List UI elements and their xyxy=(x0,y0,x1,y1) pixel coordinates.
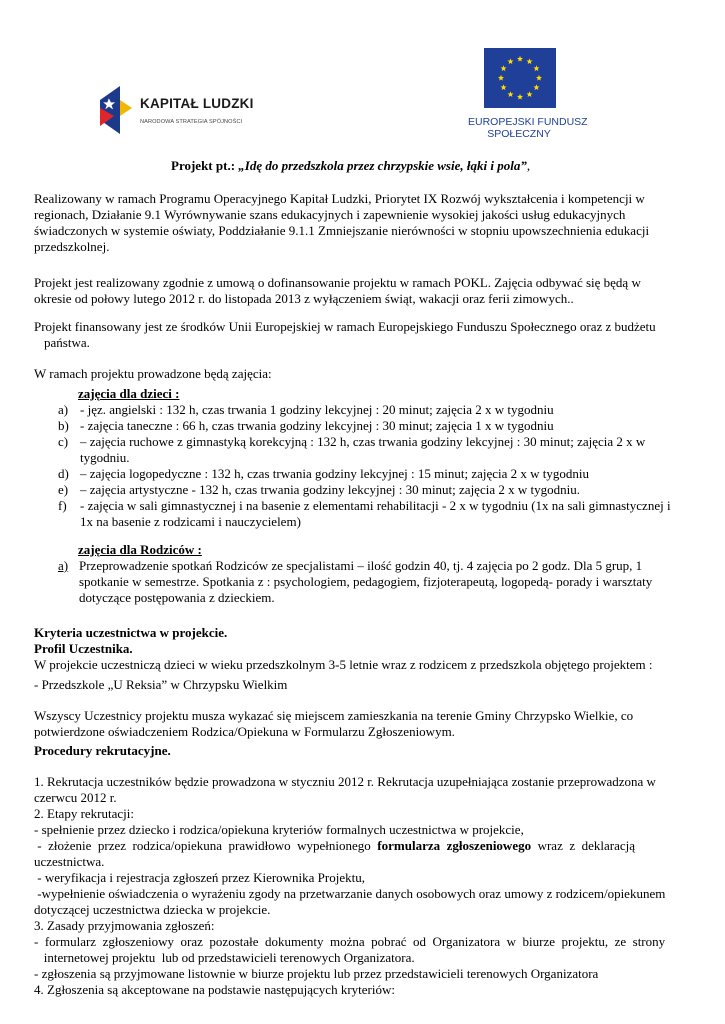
classes-intro: W ramach projektu prowadzone będą zajęcia: xyxy=(34,366,272,381)
children-item-text-cont: 1x na basenie z rodzicami i nauczycielem) xyxy=(80,514,301,529)
children-item-text: - jęz. angielski : 132 h, czas trwania 1 godziny lekcyjnej : 20 minut; zajęcia 2 x w tygodniu xyxy=(80,402,554,417)
children-item-letter: a) xyxy=(58,402,69,417)
recruitment-line: - spełnienie przez dziecko i rodzica/opiekuna kryteriów formalnych uczestnictwa w projekcie, xyxy=(34,822,524,837)
children-item-letter: c) xyxy=(58,434,69,449)
children-item-letter: d) xyxy=(58,466,69,481)
recruitment-line: dotyczącej uczestnictwa dziecka w projekcie. xyxy=(34,902,271,917)
recruitment-line: 2. Etapy rekrutacji: xyxy=(34,806,134,821)
kapital-ludzki-logo xyxy=(100,86,260,136)
residence-line-2: potwierdzone oświadczeniem Rodzica/Opiekuna w Formularzu Zgłoszeniowym. xyxy=(34,724,455,739)
recruitment-line: internetowej projektu lub od przedstawicieli terenowych Organizatora. xyxy=(34,950,415,965)
title-name: „Idę do przedszkola przez chrzypskie wsie, łąki i pola” xyxy=(238,158,527,173)
agreement-line-1: Projekt jest realizowany zgodnie z umową o dofinansowanie projektu w ramach POKL. Zajęcia odbywać się będą w xyxy=(34,275,641,290)
criteria-heading: Kryteria uczestnictwa w projekcie. xyxy=(34,625,228,640)
children-item-text: – zajęcia artystyczne - 132 h, czas trwania godziny lekcyjnej : 30 minut; zajęcia 2 x w tygodniu. xyxy=(80,482,580,497)
recruitment-line: - formularz zgłoszeniowy oraz pozostałe dokumenty można pobrać od Organizatora w biurze projektu, ze strony xyxy=(34,934,666,949)
form-line-post: wraz z deklaracją xyxy=(531,838,636,853)
eu-fund-line1: EUROPEJSKI FUNDUSZ xyxy=(468,116,588,128)
recruitment-line: uczestnictwa. xyxy=(34,854,105,869)
children-item-text: – zajęcia logopedyczne : 132 h, czas trwania godziny lekcyjnej : 15 minut; zajęcia 2 x w tygodniu xyxy=(80,466,589,481)
recruitment-line: 3. Zasady przyjmowania zgłoszeń: xyxy=(34,918,215,933)
intro-line-2: regionach, Działanie 9.1 Wyrównywanie szans edukacyjnych i zapewnienie wysokiej jakości usług edukacyjnych xyxy=(34,207,626,222)
children-item-letter: e) xyxy=(58,482,69,497)
children-heading: zajęcia dla dzieci : xyxy=(78,386,180,401)
intro-line-3: świadczonych w systemie oświaty, Poddziałanie 9.1.1 Zmniejszanie nierówności w stopniu upowszechnienia edukacji xyxy=(34,223,650,238)
agreement-line-2: okresie od połowy lutego 2012 r. do listopada 2013 z wyłączeniem świąt, wakacji oraz ferii zimowych.. xyxy=(34,291,574,306)
children-item-text: – zajęcia ruchowe z gimnastyką korekcyjną : 132 h, czas trwania godziny lekcyjnej : 30 minut; zajęcia 2 x w xyxy=(80,434,646,449)
financing-line-1: Projekt finansowany jest ze środków Unii Europejskiej w ramach Europejskiego Funduszu Społecznego oraz z budżetu xyxy=(34,319,656,334)
intro-line-1: Realizowany w ramach Programu Operacyjnego Kapitał Ludzki, Priorytet IX Rozwój wykształcenia i kompetencji w xyxy=(34,191,645,206)
parents-item-text: Przeprowadzenie spotkań Rodziców ze specjalistami – ilość godzin 40, tj. 4 zajęcia po 2 godz. Dla 5 grup, 1 xyxy=(79,558,643,573)
title-prefix: Projekt pt.: xyxy=(171,158,239,173)
parents-item-letter: a) xyxy=(58,558,69,573)
kapital-ludzki-mark-icon xyxy=(100,86,132,134)
parents-item-text-cont: spotkanie w semestrze. Spotkania z : psychologiem, pedagogiem, fizjoterapeutą, logopedą- porady i warsztaty xyxy=(79,574,653,589)
form-line xyxy=(34,838,690,854)
parents-item-text-cont: dotyczące postępowania z dzieckiem. xyxy=(79,590,275,605)
eu-fund-name xyxy=(468,116,588,140)
recruitment-line: czerwcu 2012 r. xyxy=(34,790,117,805)
eu-flag-icon xyxy=(484,48,556,108)
recruitment-line: -wypełnienie oświadczenia o wyrażeniu zgody na przetwarzanie danych osobowych oraz umowy z rodzicem/opiekunem xyxy=(34,886,666,901)
children-item-text: - zajęcia taneczne : 66 h, czas trwania godziny lekcyjnej : 30 minut; zajęcia 1 x w tygodniu xyxy=(80,418,554,433)
profile-text: W projekcie uczestniczą dzieci w wieku przedszkolnym 3-5 letnie wraz z rodzicem z przedszkola objętego projektem : xyxy=(34,657,653,672)
parents-heading: zajęcia dla Rodziców : xyxy=(78,542,202,557)
form-line-pre: - złożenie przez rodzica/opiekuna prawidłowo wypełnionego xyxy=(34,838,378,853)
procedures-heading: Procedury rekrutacyjne. xyxy=(34,743,171,758)
financing-line-2: państwa. xyxy=(44,335,90,350)
intro-line-4: przedszkolnej. xyxy=(34,239,110,254)
recruitment-line: 4. Zgłoszenia są akceptowane na podstawie następujących kryteriów: xyxy=(34,982,395,997)
recruitment-line: 1. Rekrutacja uczestników będzie prowadzona w styczniu 2012 r. Rekrutacja uzupełniająca zostanie przeprowadzona w xyxy=(34,774,656,789)
form-line-bold: formularza zgłoszeniowego xyxy=(377,838,532,853)
recruitment-line: - weryfikacja i rejestracja zgłoszeń przez Kierownika Projektu, xyxy=(34,870,365,885)
children-item-letter: f) xyxy=(58,498,67,513)
title-suffix: , xyxy=(526,158,531,173)
kapital-ludzki-title: KAPITAŁ LUDZKI xyxy=(140,96,254,111)
children-item-text: - zajęcia w sali gimnastycznej i na basenie z elementami rehabilitacji - 2 x w tygodniu (1x na sali gimnastycznej i xyxy=(80,498,671,513)
eu-fund-line2: SPOŁECZNY xyxy=(487,128,551,140)
kapital-ludzki-subtitle: NARODOWA STRATEGIA SPÓJNOŚCI xyxy=(140,119,243,125)
children-item-text-cont: tygodniu. xyxy=(80,450,130,465)
project-title xyxy=(171,158,530,174)
eu-fund-logo xyxy=(468,46,588,146)
recruitment-line: - zgłoszenia są przyjmowane listownie w biurze projektu lub przez przedstawicieli terenowych Organizatora xyxy=(34,966,599,981)
residence-line-1: Wszyscy Uczestnicy projektu musza wykazać się miejscem zamieszkania na terenie Gminy Chrzypsko Wielkie, co xyxy=(34,708,634,723)
preschool-line: - Przedszkole „U Reksia” w Chrzypsku Wielkim xyxy=(34,677,288,692)
profile-heading: Profil Uczestnika. xyxy=(34,641,133,656)
children-item-letter: b) xyxy=(58,418,69,433)
